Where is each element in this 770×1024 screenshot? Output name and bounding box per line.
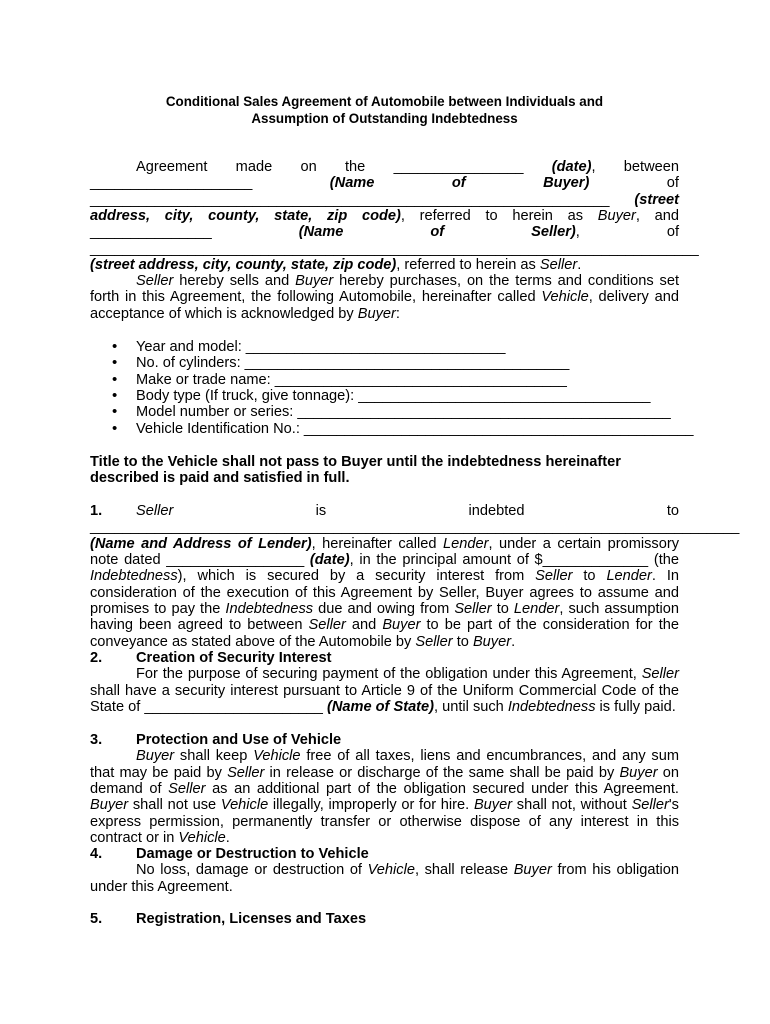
section-number: 4. <box>90 846 103 862</box>
text-run: of ________________________________________________________________ <box>90 175 679 208</box>
defined-term: Indebtedness <box>90 568 178 585</box>
text-run: shall not use <box>128 797 221 814</box>
text-run: to <box>491 601 514 618</box>
defined-term: Buyer <box>90 797 129 814</box>
text-run: to be part of the consideration for the conveyance as stated above of the Automobile by <box>90 617 680 650</box>
text-run: , between ____________________ <box>90 159 679 192</box>
section-heading: Protection and Use of Vehicle <box>136 732 342 748</box>
field-vin[interactable]: • Vehicle Identification No.: ________________________________________________ <box>90 421 679 437</box>
defined-term: Vehicle <box>178 830 226 847</box>
defined-term: Seller <box>641 666 679 683</box>
intro-paragraph <box>90 159 699 274</box>
text-run: , such assumption having been agreed to between <box>90 601 679 634</box>
text-run: Agreement made on the ________________ <box>136 159 552 175</box>
section-body <box>90 862 679 895</box>
text-run: and <box>345 617 383 634</box>
defined-term: Seller <box>168 781 206 798</box>
text-run: , referred to herein as <box>400 208 598 225</box>
text-run: No loss, damage or destruction of <box>136 862 368 879</box>
text-run: . <box>511 633 516 650</box>
text-run: illegally, improperly or for hire. <box>268 797 474 814</box>
field-make[interactable]: • Make or trade name: ____________________________________ <box>90 372 679 388</box>
field-year-model[interactable]: • Year and model: ________________________________ <box>90 339 679 355</box>
defined-term: Lender <box>442 535 489 552</box>
placeholder-label: (Name of Buyer) <box>329 175 590 192</box>
section-3 <box>90 732 679 846</box>
text-run: hereby purchases, on the terms and conditions set forth in this Agreement, the following Automobile, hereinafter called <box>90 273 679 306</box>
section-number: 1. <box>90 503 103 519</box>
text-run: . <box>225 830 230 847</box>
section-number: 3. <box>90 732 103 748</box>
defined-term: Buyer <box>597 208 636 225</box>
text-run: due and owing from <box>313 601 455 618</box>
vehicle-fields-list <box>90 339 694 437</box>
title-line-1: Conditional Sales Agreement of Automobile between Individuals and <box>165 94 604 109</box>
text-run: : <box>395 305 400 322</box>
defined-term: Lender <box>606 568 652 585</box>
defined-term: Seller <box>227 764 265 781</box>
field-cylinders[interactable]: • No. of cylinders: ________________________________________ <box>90 355 679 371</box>
placeholder-label: (date) <box>309 552 350 569</box>
text-run: , of ___________________________________________________________________________ <box>90 224 699 257</box>
text-run: is fully paid. <box>595 699 676 716</box>
defined-term: Seller <box>136 503 174 519</box>
section-body <box>90 503 739 650</box>
text-run: shall keep <box>174 748 254 765</box>
defined-term: Indebtedness <box>225 601 314 618</box>
defined-term: Vehicle <box>253 748 301 765</box>
text-run: ), which is secured by a security interest from <box>177 568 536 585</box>
placeholder-label: (Name of Seller) <box>298 224 576 241</box>
placeholder-label: (Name of State) <box>326 699 435 716</box>
text-run: For the purpose of securing payment of the obligation under this Agreement, <box>136 666 642 683</box>
text-run: 's express permission, permanently transfer or otherwise dispose of any interest in this contract or in <box>90 797 679 847</box>
text-run: , shall release <box>414 862 514 879</box>
defined-term: Seller <box>539 257 578 274</box>
section-heading: Registration, Licenses and Taxes <box>136 911 367 927</box>
defined-term: Buyer <box>357 305 396 322</box>
defined-term: Buyer <box>382 617 421 634</box>
placeholder-label: (street address, city, county, state, zip code) <box>90 191 679 225</box>
section-5 <box>90 911 679 927</box>
text-run: shall not, without <box>512 797 632 814</box>
text-run: as an additional part of the obligation secured under this Agreement. <box>205 781 679 798</box>
text-run: free of all taxes, liens and encumbrances, and any sum that may be paid by <box>90 748 679 781</box>
defined-term: Buyer <box>472 633 512 650</box>
placeholder-label: (street address, city, county, state, zip code) <box>90 257 397 274</box>
text-run: shall have a security interest pursuant to Article 9 of the Uniform Commercial Code of the State of ______________________ <box>90 682 679 716</box>
defined-term: Seller <box>415 633 453 650</box>
placeholder-label: (date) <box>551 159 592 175</box>
text-run: to <box>572 568 607 585</box>
defined-term: Indebtedness <box>507 699 596 716</box>
defined-term: Vehicle <box>220 797 269 814</box>
defined-term: Vehicle <box>367 862 415 879</box>
document-title <box>90 94 679 127</box>
section-body <box>90 748 679 846</box>
text-run: on demand of <box>90 764 679 798</box>
text-run: , delivery and acceptance of which is acknowledged by <box>90 289 679 322</box>
section-4 <box>90 846 679 895</box>
text-run: to <box>452 633 473 650</box>
defined-term: Buyer <box>513 862 552 879</box>
text-run: hereby sells and <box>173 273 296 289</box>
text-run: , referred to herein as <box>396 257 540 274</box>
text-run: , until such <box>434 699 508 716</box>
defined-term: Seller <box>308 617 346 634</box>
defined-term: Lender <box>513 601 560 618</box>
section-heading: Creation of Security Interest <box>136 650 332 666</box>
defined-term: Buyer <box>619 764 658 781</box>
text-run: . <box>577 257 582 274</box>
defined-term: Buyer <box>136 748 175 765</box>
text-run: , hereinafter called <box>311 535 443 552</box>
text-run: from his obligation under this Agreement. <box>90 862 679 895</box>
section-heading: Damage or Destruction to Vehicle <box>136 846 369 862</box>
text-run: . In consideration of the execution of this Agreement by Seller, Buyer agrees to assume and promises to pay the <box>90 568 680 618</box>
placeholder-label: (Name and Address of Lender) <box>90 535 312 552</box>
text-run: , in the principal amount of $_____________ (the <box>349 552 679 569</box>
text-run: in release or discharge of the same shall be paid by <box>264 764 620 781</box>
defined-term: Buyer <box>295 273 334 289</box>
field-model-number[interactable]: • Model number or series: ______________________________________________ <box>90 404 679 420</box>
defined-term: Seller <box>454 601 492 618</box>
section-2 <box>90 650 679 715</box>
sale-paragraph <box>90 273 679 322</box>
defined-term: Seller <box>136 273 174 289</box>
title-clause: Title to the Vehicle shall not pass to Buyer until the indebtedness hereinafter described is paid and satisfied in full. <box>90 454 621 487</box>
defined-term: Seller <box>631 797 669 814</box>
text-run: is indebted to ________________________________________________________________________________ <box>90 503 740 536</box>
defined-term: Seller <box>535 568 573 585</box>
defined-term: Vehicle <box>541 289 589 306</box>
text-run: , under a certain promissory note dated _________________ <box>90 535 679 569</box>
field-body-type[interactable]: • Body type (If truck, give tonnage): ____________________________________ <box>90 388 679 404</box>
section-number: 5. <box>90 911 103 927</box>
title-line-2: Assumption of Outstanding Indebtedness <box>251 110 518 126</box>
section-1 <box>90 503 740 650</box>
section-number: 2. <box>90 650 103 666</box>
defined-term: Buyer <box>473 797 513 814</box>
section-body <box>90 666 679 715</box>
text-run: , and _______________ <box>90 208 679 241</box>
